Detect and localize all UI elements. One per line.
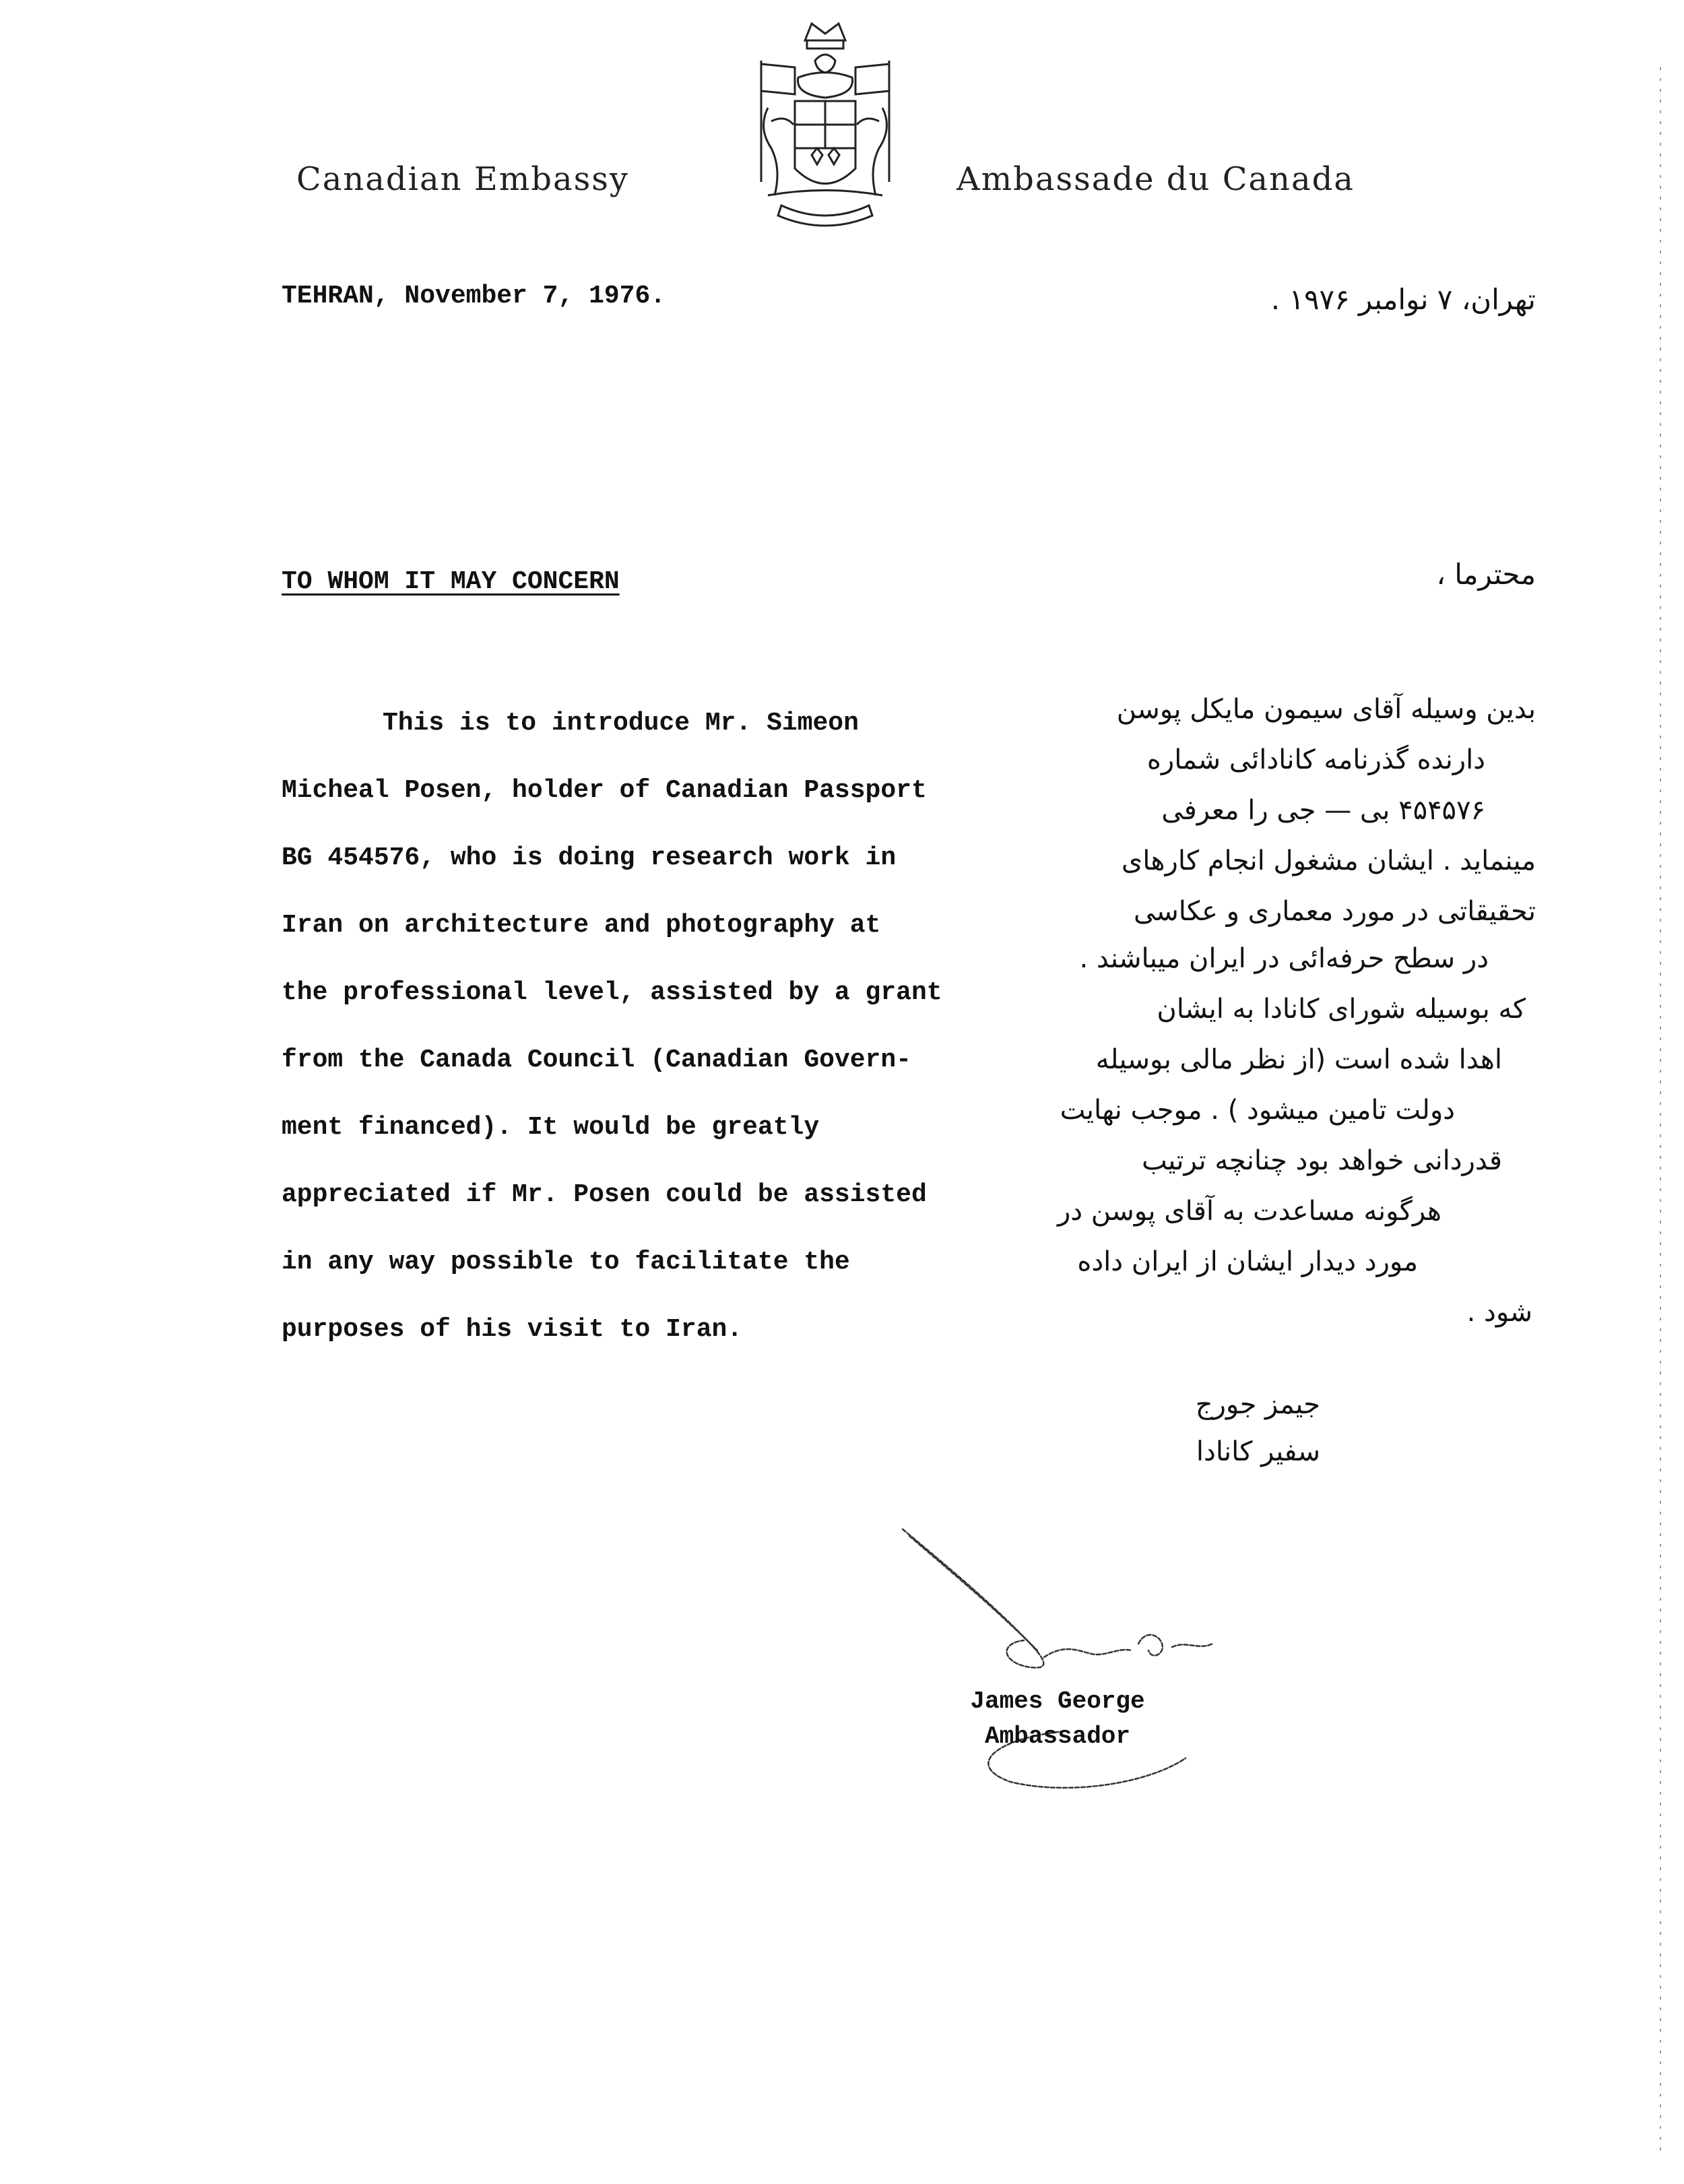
letterhead-french: Ambassade du Canada xyxy=(957,160,1355,198)
body-persian-line: مینماید . ایشان مشغول انجام کارهای xyxy=(1121,845,1536,876)
body-persian-line: بدین وسیله آقای سیمون مایکل پوسن xyxy=(1116,694,1536,725)
body-persian-line: در سطح حرفه‌ائی در ایران میباشند . xyxy=(1079,943,1489,974)
body-persian-line: تحقیقاتی در مورد معماری و عکاسی xyxy=(1133,896,1536,927)
signatory-title-persian: سفیر کانادا xyxy=(1196,1436,1320,1467)
date-persian: تهران، ۷ نوامبر ۱۹۷۶ . xyxy=(1270,283,1536,316)
body-persian-line: شود . xyxy=(1466,1297,1532,1328)
scan-edge-marks xyxy=(1644,67,1677,2156)
body-persian-line: اهدا شده است (از نظر مالی بوسیله xyxy=(1095,1044,1502,1075)
salutation-english: TO WHOM IT MAY CONCERN xyxy=(282,567,620,596)
body-persian-line: ۴۵۴۵۷۶ بی — جی را معرفی xyxy=(1161,795,1485,826)
salutation-persian: محترما ، xyxy=(1436,558,1536,591)
body-english-line: ment financed). It would be greatly xyxy=(282,1113,820,1142)
body-english-line: Iran on architecture and photography at xyxy=(282,911,881,940)
signatory-block xyxy=(957,1684,1159,1754)
handwritten-signature xyxy=(862,1516,1347,1799)
body-english-line: Micheal Posen, holder of Canadian Passport xyxy=(282,776,927,805)
body-english-line: purposes of his visit to Iran. xyxy=(282,1315,743,1344)
signatory-name: James George xyxy=(970,1688,1145,1715)
body-english-line: from the Canada Council (Canadian Govern- xyxy=(282,1046,911,1074)
body-english-line: the professional level, assisted by a grant xyxy=(282,978,942,1007)
body-english-line: in any way possible to facilitate the xyxy=(282,1248,850,1277)
signatory-title: Ambassador xyxy=(984,1723,1131,1750)
letterhead-english: Canadian Embassy xyxy=(296,160,630,198)
body-persian-line: دارنده گذرنامه کانادائی شماره xyxy=(1146,744,1485,775)
signatory-name-persian: جیمز جورج xyxy=(1195,1389,1320,1420)
body-persian-line: هرگونه مساعدت به آقای پوسن در xyxy=(1057,1196,1442,1227)
body-english-line: appreciated if Mr. Posen could be assisted xyxy=(282,1180,927,1209)
body-english-line: This is to introduce Mr. Simeon xyxy=(383,709,859,738)
body-persian-line: مورد دیدار ایشان از ایران داده xyxy=(1077,1246,1418,1277)
date-english: TEHRAN, November 7, 1976. xyxy=(282,282,666,311)
body-persian-line: دولت تامین میشود ) . موجب نهایت xyxy=(1060,1095,1455,1126)
coat-of-arms-icon xyxy=(734,13,916,236)
body-persian-line: که بوسیله شورای کانادا به ایشان xyxy=(1157,994,1526,1025)
signature-block-persian xyxy=(1051,1381,1320,1475)
body-persian-line: قدردانی خواهد بود چنانچه ترتیب xyxy=(1142,1145,1502,1176)
body-english-line: BG 454576, who is doing research work in xyxy=(282,843,897,872)
